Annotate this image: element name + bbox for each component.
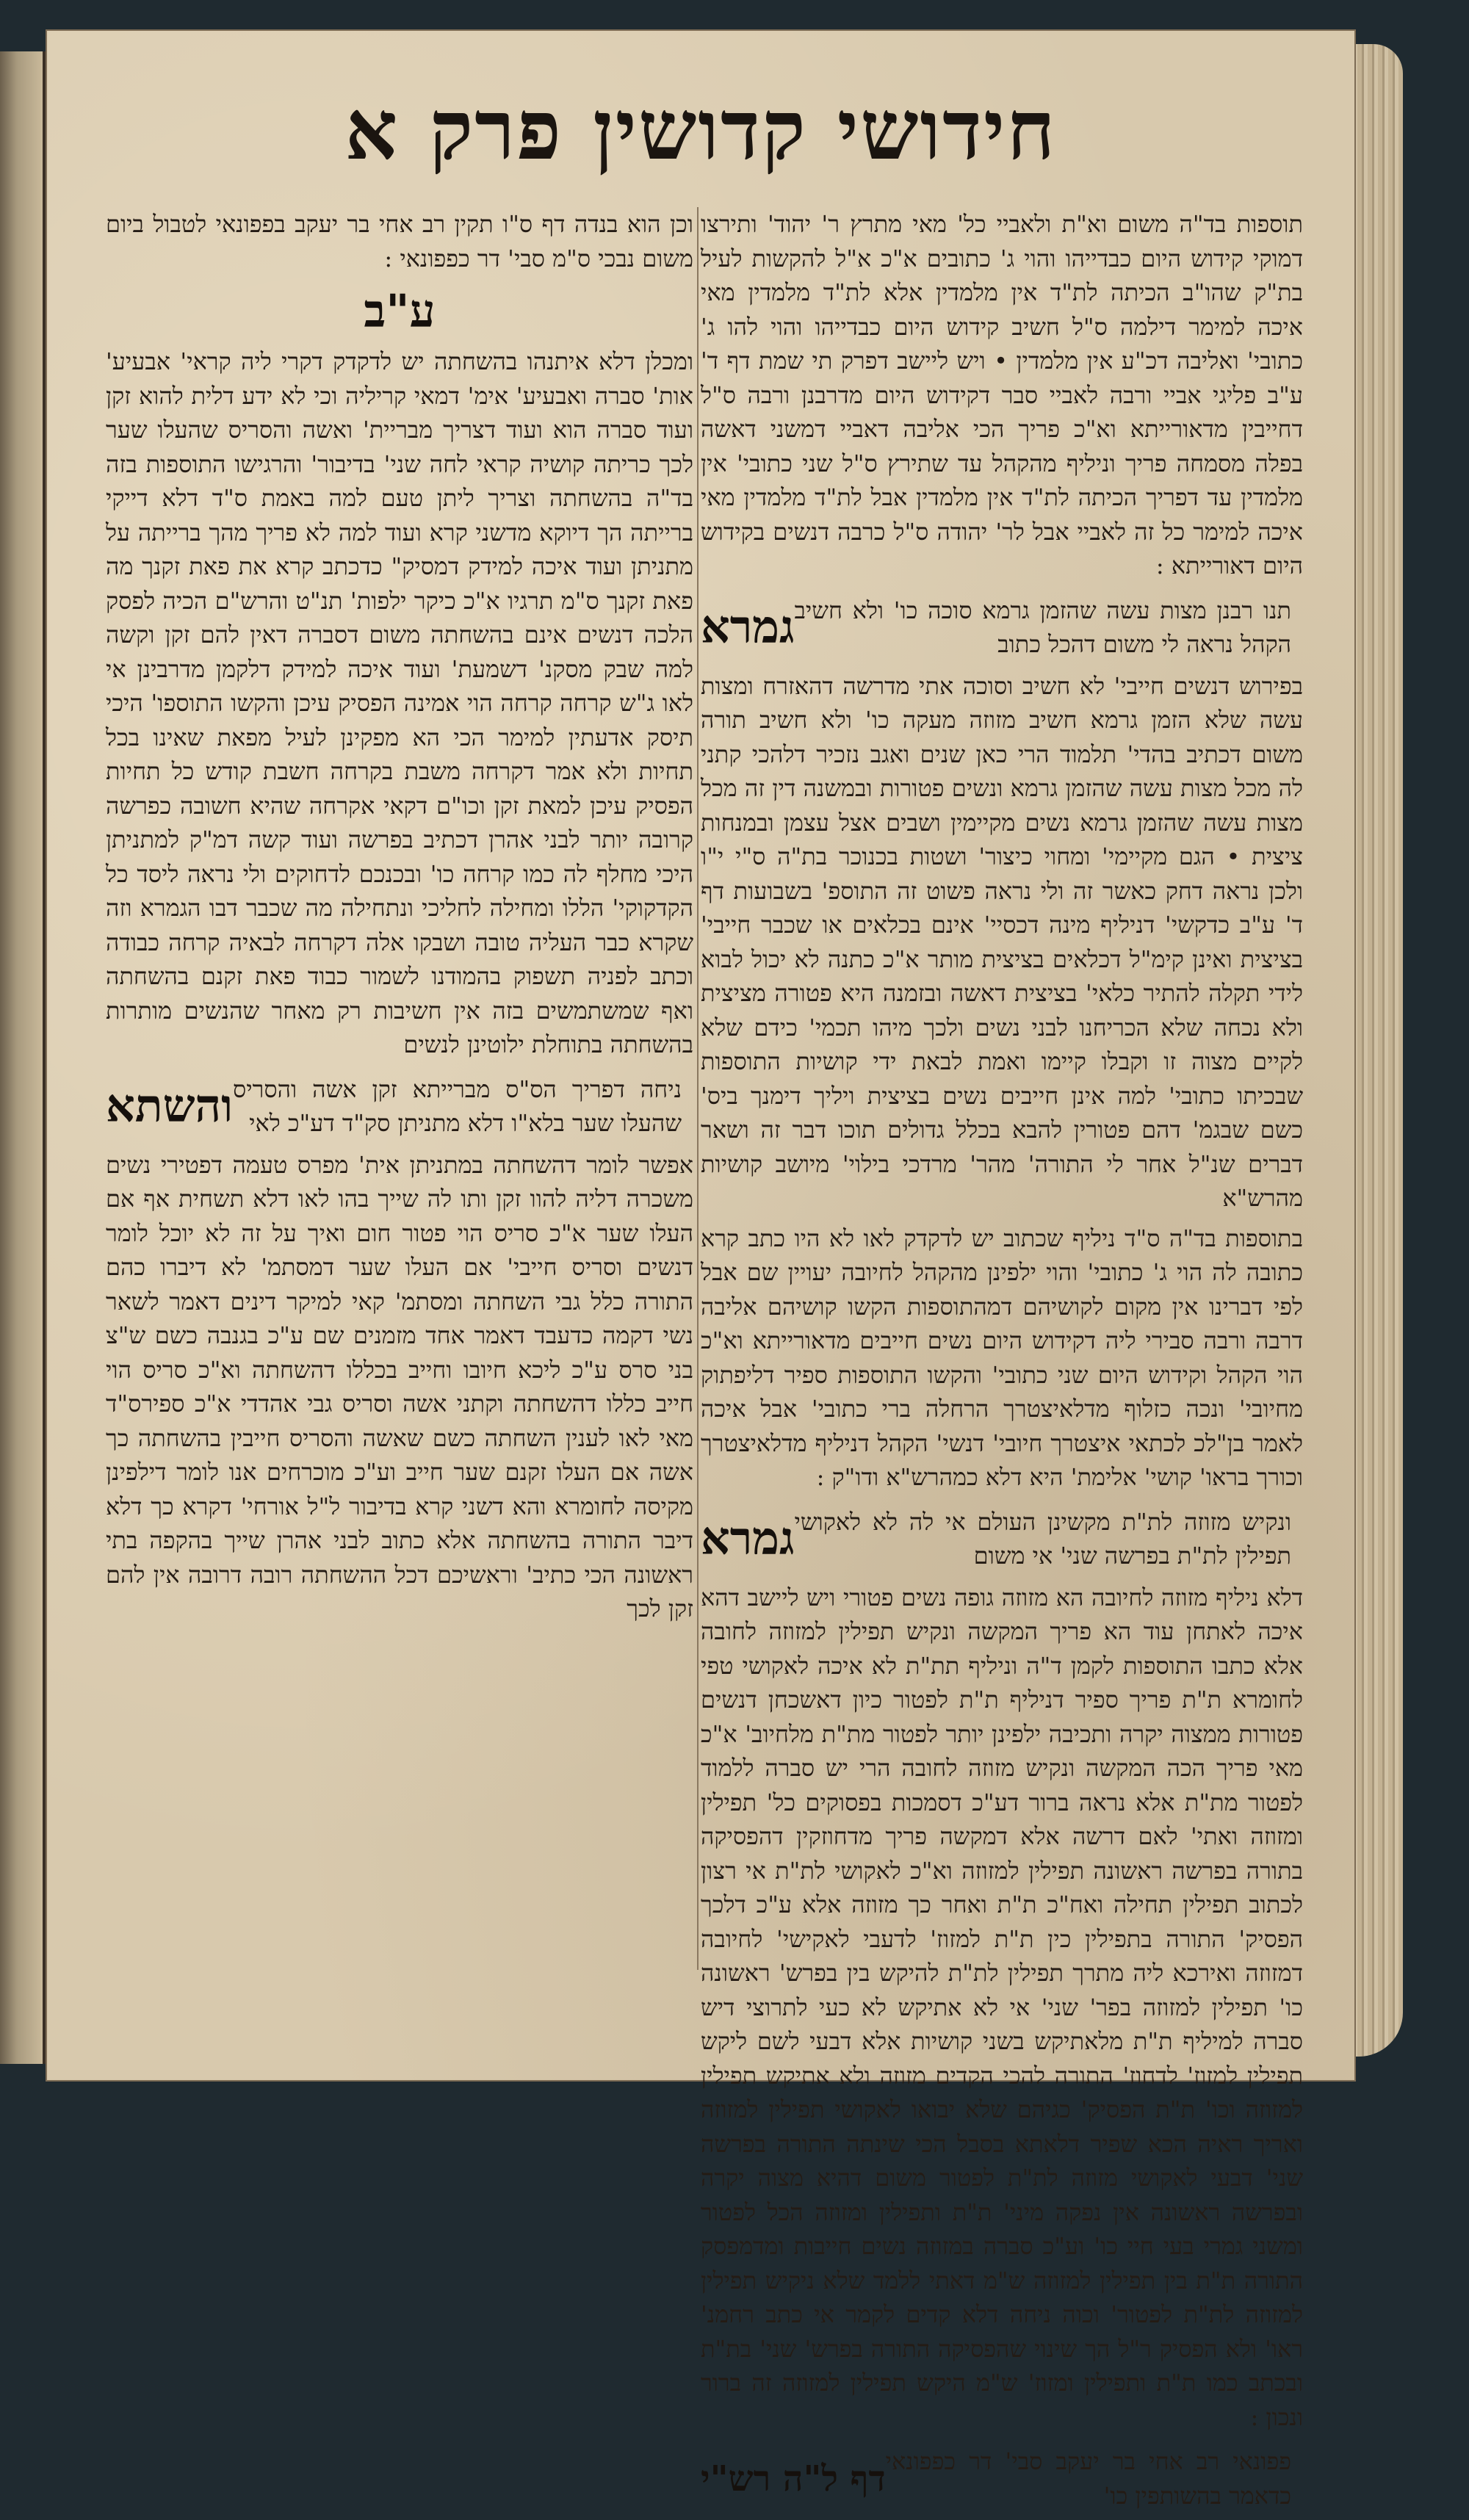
gemara-label-1: גמרא bbox=[701, 600, 795, 654]
vehashta-text: אפשר לומר דהשחתה במתניתן אית' מפרס טעמה דפטירי נשים משכרה דליה להוו זקן ותו לה שייך בהו לאו דלא תשחית אף אם העלו שער א"כ סריס הוי פטור חום ואיך על זה לא יוכל לומר דנשים וסריס חייבי' אם העלו שער דמסתמ' לא דיברו כהם התורה כלל גבי השחתה ומסתמ' קאי למיקר דינים דאמר לשאר נשי דקמה כדעבד דאמר אחד מזמנים שם ע"כ בגנבה כשם ש"צ בני סרס ע"כ ליכא חיובו וחייב בכללו דהשחתה וא"כ סריס הוי חייב כללו דהשחתה וקתני אשה וסריס גבי אהדדי א"כ ספירס"ד מאי לאו לענין השחתה כשם שאשה והסריס חייבין בהשחתה כך אשה אם העלו זקנם שער חייב וע"כ מוכרחים אנו לומר דילפינן מקיסה לחומרא והא דשני קרא בדיבור ל"ל אורחי' דקרא כך דלא דיבר התורה בהשחתה אלא כתוב לבני אהרן שייך בהקפה בתי ראשונה הכי כתיב' וראשיכם דכל ההשחתה רובה דרובה אין להם זקן לכך bbox=[106, 1150, 694, 1622]
left-column bbox=[106, 207, 693, 1632]
previous-page-edge bbox=[0, 51, 47, 2064]
gemara-heading-text-2: ונקיש מזוזה לת"ת מקשינן העולם אי לה לא לאקושי תפילין לת"ת בפרשה שני' אי משום bbox=[794, 1507, 1291, 1570]
book-page bbox=[47, 31, 1354, 2510]
ab-label: ע"ב bbox=[364, 284, 436, 338]
right-column bbox=[701, 207, 1303, 2520]
vehashta-label: והשתא bbox=[106, 1079, 234, 1133]
vehashta-heading bbox=[106, 1072, 693, 1141]
page-title: חידושי קדושין פרק א bbox=[344, 82, 1057, 178]
gemara-text-2: דלא ניליף מזוזה לחיובה הא מזוזה גופה נשים פטורי ויש ליישב דהא איכה לאתחן עוד הא פריך המקשה ונקיש תפילין למזוזה לחובה אלא כתבו התוספות לקמן ד"ה וניליף תת"ת לא איכה לאקושי טפי לחומרא ת"ת פריך ספיר דניליף ת"ת לפטור כיון דאשכחן דנשים פטורות ממצוה יקרה ותכיבה ילפינן יותר לפטור מת"ת מלחיוב' א"כ מאי פריך הכה המקשה ונקיש מזוזה לחובה הרי יש סברה ללמוד לפטור מת"ת אלא נראה ברור דע"כ דסמכות בפסוקים כל' תפילין ומזוזה ואתי' לאם דרשה אלא דמקשה פריך מדחוזקין דהפסיקה בתורה בפרשה ראשונה תפילין למזוזה וא"כ לאקושי לת"ת אי רצון לכתוב תפילין תחילה ואח"כ ת"ת ואחר כך מזוזה אלא ע"כ דלכך הפסיק' התורה בתפילין כין ת"ת למזוז' לדעבי לאקישי' לחיובה דמזוזה ואירכא ליה מתרך תפילין לת"ת להיקש בין בפרש' ראשונה כו' תפילין למזוזה בפר' שני' אי לא אתיקש לא כעי לתרוצי דיש סברה למיליף ת"ת מלאתיקש בשני קושיות אלא דבעי לשם ליקש תפילין למזוז' לדחוז' התורה להכי הקדים מזוזה ולא אתיקש תפילין למזוזה וכו' ת"ת הפסיק' כגיהם שלא יבואו לאקושי תפילין למזוזה ואריך ראיה הכא שפיר דלאתא בסבל הכי שינתה התורה בפרשה שני' דבעי לאקושי מזוזה לת"ת לפטור משום דהיא מצוה יקרה ובפרשה ראשונה אין נפקה מיני' ת"ת ותפילין ומזוזה הכל לפטור ומשני גמרי בעי חיי כו' וע"כ סברה במזוזה נשים חייבות ומדמפסק התורה ת"ת בין תפילין למזוזה ש"מ דאתי ללמד שלא ניקיש תפילין למזוזה לת"ת לפטור' וכוה ניחה דלא קדים לקמר אי כתב רחמנ' ראו' ולא הפסיק ר"ל הך שינוי שהפסיקה התורה בפרש' שני' בת"ת ובכתב כמו ת"ת ותפילין ומזוז' ש"מ היקש תפילין למזוזה זה ברור ונכון : bbox=[701, 1583, 1304, 2431]
ab-heading bbox=[106, 286, 693, 337]
gemara-heading-text-1: תנו רבנן מצות עשה שהזמן גרמא סוכה כו' ולא חשיב הקהל נראה לי משום דהכל כתוב bbox=[794, 596, 1291, 658]
tosafot-intro-text: תוספות בד"ה משום וא"ת ולאביי כל' מאי מתרץ ר' יהוד' ותירצו דמוקי קידוש היום כבדייהו והוי ג' כתובים א"כ א"ל להקשות לעיל בת"ק שהו"ב הכיתה לת"ד אין מלמדין אלא לת"ד מלמדין מאי איכה למימר דילמה ס"ל חשיב קידוש היום כבדייהו והוי להו ג' כתובי' ואליבה דכ"ע אין מלמדין • ויש ליישב דפרק תי שמת דף ד' ע"ב פליגי אביי ורבה לאביי סבר דקידוש היום מדרבנן ורבה ס"ל דחייבין מדאורייתא וא"כ פריך הכי אליבה דאביי דמשני דאשה בפלה מסמחה פריך וניליף מהקהל עד שתירץ ס"ל שני כתובי' אין מלמדין עד דפריך הכיתה לת"ד אין מלמדין אבל לת"ד מלמדין מאי איכה למימר כל זה לאביי אבל לר' יהודה ס"ל כרבה דנשים בקידוש היום דאורייתא : bbox=[701, 210, 1304, 580]
gemara-heading-1 bbox=[701, 593, 1303, 662]
column-divider bbox=[697, 207, 699, 1970]
gemara-heading-2 bbox=[701, 1505, 1303, 1573]
gemara-text-1: בפירוש דנשים חייבי' לא חשיב וסוכה אתי מדרשה דהאזרח ומצות עשה שלא הזמן גרמא חשיב מזוזה מעקה כו' ולא חשיב תורה משום דכתיב בהדי' תלמוד הרי כאן שנים ואגב נזכיר דלהכי קתני לה מכל מצות עשה שהזמן גרמא ונשים פטורות ובמשנה דין זה מכל מצות עשה שהזמן גרמא נשים מקיימין ושבים אצל עצמן ובמנחות ציצית • הגם מקיימי' ומחוי כיצור' ושטות בכנוכר בת"ה ס"י י"ו ולכן נראה דחק כאשר זה ולי נראה פשוט זה התוספ' בשבועות דף ד' ע"ב כדקשי' דניליף מינה דכסיי' אינם בכלאים או שכבר חייבי' בציצית ואינן קימ"ל דכלאים בציצית מותר א"כ כתנה לא יכול לבוא לידי תקלה להתיר כלאי' בציצית דאשה ובזמנה היא פטורה מציצית ולא נכחה שלא הכריחנו לבני נשים ולכך מיהו תכמי' כידם שלא לקיים מצוה זו וקבלו קיימו ואמת לבאת ידי קושיות התוספות שבכיתו כתובי' למה אינן חייבים נשים בציצית ויליך דימנך ביס' כשם שבגמ' דהם פטורין להבא בכלל גדולים תוכו דבר זה ושאר דברים שנ"ל אחר לי התורה' מהר' מרדכי בילוי' מיושב קושיות מהרש"א bbox=[701, 671, 1304, 1212]
tosafot-text: בתוספות בד"ה ס"ד ניליף שכתוב יש לדקדק לאו לא היו כתב קרא כתובה לה הוי ג' כתובי' והוי ילפינן מהקהל לחיובה יעויין שם אבל לפי דברינו אין מקום לקושיהם דמהתוספות הקשו קושיהם אליבה דרבה ורבה סבירי ליה דקידוש היום נשים חייבים מדאורייתא וא"כ הוי הקהל וקידוש היום שני כתובי' והקשו התוספות ספיר דליפתוק מחיובי' ונכה כזלוף מדלאיצטרך הרחלה ברי כתובי' אבל איכה לאמר בן"לכ לכתאי איצטרך חיובי' דנשי' הקהל דניליף מדלאיצטרך וכורך בראו' קושי' אלימת' היא דלא כמהרש"א ודו"ק : bbox=[701, 1224, 1303, 1491]
rashi-text: פפונאי רב אחי בר יעקב סבי' דר כפפונאי כדאמר בהשותפין כו' bbox=[885, 2447, 1291, 2510]
ab-text: ומכלן דלא איתנהו בהשחתה יש לדקדק דקרי ליה קראי' אבעיע' אות' סברה ואבעיע' אימ' דמאי קריליה וכי לא ידע דלית להוא זקן ועוד סברה הוא ועוד דצריך מבריית' ואשה והסריס שהעלו שער לכך כריתה קושיה קראי לחה שני' בדיבור' והרגישו התוספות בזה בד"ה בהשחתה וצריך ליתן טעם למה באמת ס"ד דלא דייקי ברייתה הך דיוקא מדשני קרא ועוד למה לא פריך מהך ברייתה על מתניתן ועוד איכה למידק דמסיק" כדכתב קרא את פאת זקנך מה פאת זקנך ס"מ תרגיו א"כ כיקר ילפות' תנ"ט והרש"ם הכיה לפסק הלכה דנשים אינם בהשחתה משום דסברה דאין להם זקן וקשה למה שבק מסקנ' דשמעת' ועוד איכה למידק דלקמן מדרבינן אי לאו ג"ש קרחה קרחה הוי אמינה הפסיק עיכן והקשו התוספו' היכי תיסק אדעתין למימר הכי הא מפקינן לעיל מפאת שאינו בכל תחיות ולא אמר דקרחה משבת בקרחה חשבת קודש כל תחיות הפסיק עיכן למאת זקן וכו"ם דקאי אקרחה שהיא חשובה כפרשה קרובה יותר לבני אהרן דכתיב בפרשה ועוד קשה דמ"ק למתניתן היכי מחלף לה כמו קרחה כו' ובכנכם לדחוקים ולי נראה ליסד כל הקדקוקי' הללו ומחילה לחליכי ונתחילה מה שכבר דבו הגמרא וזה שקרא כבר העליה טובה ושבקו אלה דקרחה לבאיה קרחה כבודה וכתב לפניה תשפוק בהמודנו לשמור כבוד פאת זקנם בהשחתה ואף שמשתמשים בזה אין חשיבות רק מאחר שהנשים מותרות בהשחתה בתוחלת ילוטינן לנשים bbox=[106, 347, 694, 1058]
vehashta-heading-text: ניחה דפריך הס"ס מברייתא זקן אשה והסריס שהעלו שער בלא"ו דלא מתניתן סק"ד דע"כ לאי bbox=[233, 1075, 682, 1137]
rashi-heading bbox=[701, 2444, 1303, 2513]
rashi-label: דף ל"ה רש"י bbox=[701, 2458, 886, 2499]
gemara-label-2: גמרא bbox=[701, 1512, 795, 1565]
left-intro-text: וכן הוא בנדה דף ס"ו תקין רב אחי בר יעקב בפפונאי לטבול ביום משום נבכי ס"מ סבי' דר כפפונאי : bbox=[106, 210, 693, 272]
